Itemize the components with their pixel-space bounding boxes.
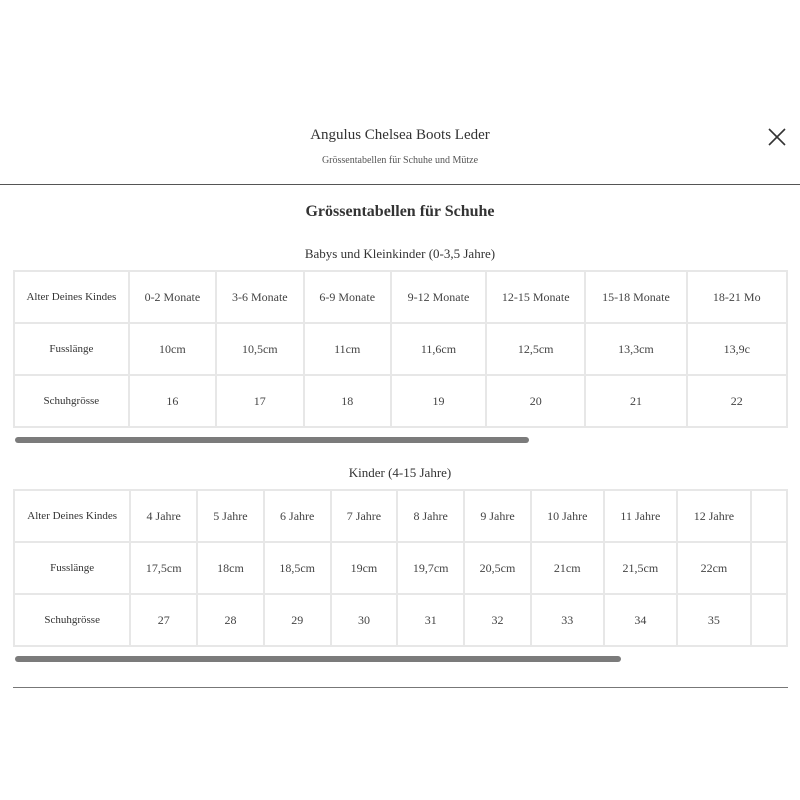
table-row bbox=[14, 490, 787, 542]
table-cell: 18,5cm bbox=[264, 542, 331, 594]
table-row bbox=[14, 542, 787, 594]
table-cell: 31 bbox=[397, 594, 464, 646]
table-cell: 22cm bbox=[677, 542, 751, 594]
table-cell: 19cm bbox=[331, 542, 398, 594]
modal-header bbox=[0, 0, 800, 185]
table-cell: 30 bbox=[331, 594, 398, 646]
table-cell bbox=[751, 490, 787, 542]
horizontal-scrollbar-babies[interactable] bbox=[15, 437, 529, 443]
table-cell bbox=[751, 542, 787, 594]
table-cell: 13,9c bbox=[687, 323, 788, 375]
table-cell: 9-12 Monate bbox=[391, 271, 486, 323]
row-header: Schuhgrösse bbox=[14, 375, 129, 427]
table-scroll-area-kids[interactable] bbox=[13, 489, 788, 654]
table-cell: 35 bbox=[677, 594, 751, 646]
table-cell: 13,3cm bbox=[585, 323, 686, 375]
table-cell: 12-15 Monate bbox=[486, 271, 585, 323]
close-button[interactable] bbox=[764, 124, 790, 150]
table-cell: 29 bbox=[264, 594, 331, 646]
table-cell: 4 Jahre bbox=[130, 490, 197, 542]
table-cell: 20 bbox=[486, 375, 585, 427]
table-cell: 32 bbox=[464, 594, 531, 646]
table-cell: 18 bbox=[304, 375, 391, 427]
table-cell: 15-18 Monate bbox=[585, 271, 686, 323]
table-cell: 6 Jahre bbox=[264, 490, 331, 542]
table-cell: 12 Jahre bbox=[677, 490, 751, 542]
table-cell: 10cm bbox=[129, 323, 216, 375]
table-row bbox=[14, 323, 787, 375]
table-caption-babies: Babys und Kleinkinder (0-3,5 Jahre) bbox=[304, 246, 496, 261]
row-header: Alter Deines Kindes bbox=[14, 271, 129, 323]
horizontal-scrollbar-kids[interactable] bbox=[15, 656, 621, 662]
table-cell: 11 Jahre bbox=[604, 490, 678, 542]
table-cell: 12,5cm bbox=[486, 323, 585, 375]
table-cell: 17 bbox=[216, 375, 303, 427]
size-table-kids bbox=[13, 489, 788, 647]
table-cell: 20,5cm bbox=[464, 542, 531, 594]
row-header: Schuhgrösse bbox=[14, 594, 130, 646]
table-cell: 3-6 Monate bbox=[216, 271, 303, 323]
table-cell: 16 bbox=[129, 375, 216, 427]
table-cell: 19 bbox=[391, 375, 486, 427]
table-cell: 11cm bbox=[304, 323, 391, 375]
table-cell: 19,7cm bbox=[397, 542, 464, 594]
table-cell bbox=[751, 594, 787, 646]
table-cell: 21 bbox=[585, 375, 686, 427]
table-cell: 33 bbox=[531, 594, 604, 646]
row-header: Fusslänge bbox=[14, 323, 129, 375]
table-cell: 10,5cm bbox=[216, 323, 303, 375]
table-cell: 34 bbox=[604, 594, 678, 646]
table-cell: 6-9 Monate bbox=[304, 271, 391, 323]
table-scroll-area-babies[interactable] bbox=[13, 270, 788, 435]
table-row bbox=[14, 271, 787, 323]
table-cell: 9 Jahre bbox=[464, 490, 531, 542]
table-row bbox=[14, 375, 787, 427]
table-cell: 5 Jahre bbox=[197, 490, 264, 542]
size-table-babies bbox=[13, 270, 788, 428]
close-icon bbox=[764, 124, 790, 150]
row-header: Alter Deines Kindes bbox=[14, 490, 130, 542]
table-cell: 28 bbox=[197, 594, 264, 646]
table-row bbox=[14, 594, 787, 646]
section-heading: Grössentabellen für Schuhe bbox=[305, 203, 495, 220]
product-title: Angulus Chelsea Boots Leder bbox=[310, 127, 490, 143]
table-cell: 22 bbox=[687, 375, 788, 427]
table-cell: 18-21 Mo bbox=[687, 271, 788, 323]
table-cell: 17,5cm bbox=[130, 542, 197, 594]
table-cell: 21,5cm bbox=[604, 542, 678, 594]
table-cell: 8 Jahre bbox=[397, 490, 464, 542]
table-cell: 7 Jahre bbox=[331, 490, 398, 542]
table-cell: 11,6cm bbox=[391, 323, 486, 375]
row-header: Fusslänge bbox=[14, 542, 130, 594]
modal-subtitle: Grössentabellen für Schuhe und Mütze bbox=[321, 155, 479, 166]
table-cell: 0-2 Monate bbox=[129, 271, 216, 323]
divider bbox=[13, 687, 788, 688]
table-cell: 27 bbox=[130, 594, 197, 646]
table-cell: 21cm bbox=[531, 542, 604, 594]
table-cell: 18cm bbox=[197, 542, 264, 594]
table-caption-kids: Kinder (4-15 Jahre) bbox=[348, 465, 452, 480]
table-cell: 10 Jahre bbox=[531, 490, 604, 542]
